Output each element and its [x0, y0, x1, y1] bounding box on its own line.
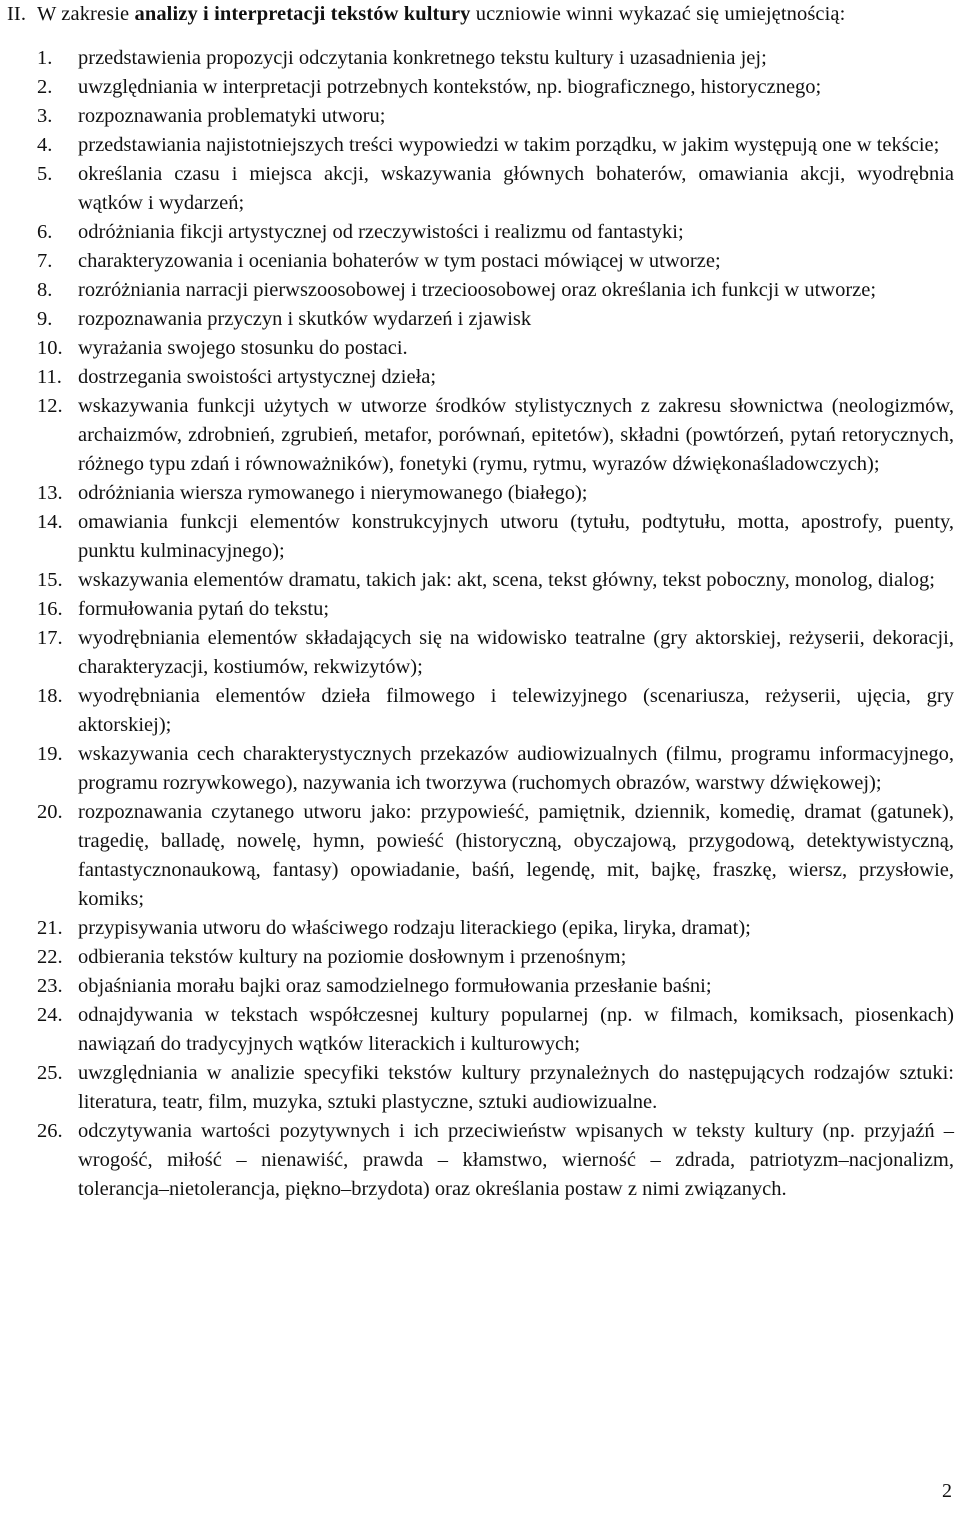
- list-item-text: odbierania tekstów kultury na poziomie dosłownym i przenośnym;: [78, 946, 627, 968]
- list-item-text: wskazywania elementów dramatu, takich jak: akt, scena, tekst główny, tekst poboczny, monolog, dialog;: [78, 569, 935, 591]
- list-item: [7, 914, 954, 943]
- list-item: [7, 972, 954, 1001]
- list-item: [7, 218, 954, 247]
- list-item-number: 8.: [37, 279, 53, 301]
- list-item-number: 7.: [37, 250, 53, 272]
- list-item-number: 18.: [37, 685, 63, 707]
- list-item-text: określania czasu i miejsca akcji, wskazywania głównych bohaterów, omawiania akcji, wyodrębnia wątków i wydarzeń;: [78, 163, 954, 214]
- list-item-text: odnajdywania w tekstach współczesnej kultury popularnej (np. w filmach, komiksach, piosenkach) nawiązań do tradycyjnych wątków literackich i kulturowych;: [78, 1004, 954, 1055]
- list-item-text: wyrażania swojego stosunku do postaci.: [78, 337, 408, 359]
- list-item-text: przedstawiania najistotniejszych treści wypowiedzi w takim porządku, w jakim występują one w tekście;: [78, 134, 940, 156]
- section-outro-text: uczniowie winni wykazać się umiejętnością:: [475, 3, 846, 25]
- list-item: [7, 595, 954, 624]
- list-item: [7, 479, 954, 508]
- list-item: [7, 44, 954, 73]
- list-item-number: 12.: [37, 395, 63, 417]
- list-item-text: przypisywania utworu do właściwego rodzaju literackiego (epika, liryka, dramat);: [78, 917, 751, 939]
- list-item-number: 26.: [37, 1120, 63, 1142]
- list-item-text: rozpoznawania problematyki utworu;: [78, 105, 386, 127]
- list-item-number: 13.: [37, 482, 63, 504]
- list-item-number: 6.: [37, 221, 53, 243]
- criteria-list: [7, 44, 954, 1204]
- page-number: 2: [942, 1480, 952, 1502]
- list-item: [7, 624, 954, 682]
- section-intro-text: W zakresie: [37, 3, 130, 25]
- list-item-text: odróżniania fikcji artystycznej od rzeczywistości i realizmu od fantastyki;: [78, 221, 684, 243]
- list-item-text: wskazywania cech charakterystycznych przekazów audiowizualnych (filmu, programu informacyjnego, programu rozrywkowego), nazywania ich tworzywa (ruchomych obrazów, warstwy dźwiękowej);: [78, 743, 954, 794]
- list-item-text: rozpoznawania czytanego utworu jako: przypowieść, pamiętnik, dziennik, komedię, dramat (gatunek), tragedię, balladę, nowelę, hymn, powieść (historyczną, obyczajową, przygodową, detektywistyczną, fantastycznonaukową, fantasy) opowiadanie, baśń, legendę, mit, bajkę, fraszkę, wiersz, przysłowie, komiks;: [78, 801, 954, 910]
- list-item-number: 16.: [37, 598, 63, 620]
- list-item-number: 11.: [37, 366, 62, 388]
- list-item-number: 22.: [37, 946, 63, 968]
- list-item: [7, 363, 954, 392]
- list-item-text: formułowania pytań do tekstu;: [78, 598, 330, 620]
- section-intro: [37, 3, 845, 25]
- list-item-number: 9.: [37, 308, 53, 330]
- list-item: [7, 102, 954, 131]
- list-item-text: charakteryzowania i oceniania bohaterów w tym postaci mówiącej w utworze;: [78, 250, 721, 272]
- list-item-number: 5.: [37, 163, 53, 185]
- list-item-number: 19.: [37, 743, 63, 765]
- list-item: [7, 73, 954, 102]
- section-heading: [7, 0, 954, 29]
- list-item-number: 23.: [37, 975, 63, 997]
- list-item: [7, 943, 954, 972]
- list-item-number: 4.: [37, 134, 53, 156]
- list-item-number: 2.: [37, 76, 53, 98]
- list-item-text: wskazywania funkcji użytych w utworze środków stylistycznych z zakresu słownictwa (neologizmów, archaizmów, zdrobnień, zgrubień, metafor, porównań, epitetów), składni (powtórzeń, pytań retorycznych, różnego typu zdań i równoważników), fonetyki (rymu, rytmu, wyrazów dźwiękonaśladowczych);: [78, 395, 954, 475]
- list-item-text: objaśniania morału bajki oraz samodzielnego formułowania przesłanie baśni;: [78, 975, 712, 997]
- list-item-text: dostrzegania swoistości artystycznej dzieła;: [78, 366, 437, 388]
- list-item-number: 3.: [37, 105, 53, 127]
- list-item: [7, 508, 954, 566]
- list-item: [7, 305, 954, 334]
- list-item: [7, 392, 954, 479]
- list-item: [7, 1117, 954, 1204]
- list-item-number: 20.: [37, 801, 63, 823]
- list-item: [7, 798, 954, 914]
- list-item-number: 24.: [37, 1004, 63, 1026]
- list-item-number: 1.: [37, 47, 53, 69]
- list-item-number: 25.: [37, 1062, 63, 1084]
- list-item-number: 14.: [37, 511, 63, 533]
- list-item: [7, 247, 954, 276]
- list-item-text: uwzględniania w interpretacji potrzebnych kontekstów, np. biograficznego, historycznego;: [78, 76, 822, 98]
- list-item-text: rozróżniania narracji pierwszoosobowej i trzecioosobowej oraz określania ich funkcji w utworze;: [78, 279, 877, 301]
- list-item: [7, 566, 954, 595]
- list-item: [7, 276, 954, 305]
- list-item: [7, 131, 954, 160]
- list-item-number: 21.: [37, 917, 63, 939]
- section-bold-phrase: analizy i interpretacji tekstów kultury: [134, 3, 471, 25]
- list-item-text: omawiania funkcji elementów konstrukcyjnych utworu (tytułu, podtytułu, motta, apostrofy, puenty, punktu kulminacyjnego);: [78, 511, 954, 562]
- list-item-text: wyodrębniania elementów składających się na widowisko teatralne (gry aktorskiej, reżyserii, dekoracji, charakteryzacji, kostiumów, rekwizytów);: [78, 627, 954, 678]
- list-item-text: rozpoznawania przyczyn i skutków wydarzeń i zjawisk: [78, 308, 532, 330]
- list-item: [7, 682, 954, 740]
- list-item-text: odróżniania wiersza rymowanego i nierymowanego (białego);: [78, 482, 588, 504]
- list-item: [7, 740, 954, 798]
- list-item: [7, 334, 954, 363]
- list-item-text: wyodrębniania elementów dzieła filmowego i telewizyjnego (scenariusza, reżyserii, ujęcia, gry aktorskiej);: [78, 685, 954, 736]
- section-number: II.: [7, 3, 27, 25]
- list-item-number: 15.: [37, 569, 63, 591]
- list-item: [7, 160, 954, 218]
- list-item: [7, 1059, 954, 1117]
- list-item-number: 10.: [37, 337, 63, 359]
- list-item-text: odczytywania wartości pozytywnych i ich przeciwieństw wpisanych w teksty kultury (np. przyjaźń – wrogość, miłość – nienawiść, prawda – kłamstwo, wierność – zdrada, patriotyzm–nacjonalizm, tolerancja–nietolerancja, piękno–brzydota) oraz określania postaw z nimi związanych.: [78, 1120, 954, 1200]
- list-item: [7, 1001, 954, 1059]
- list-item-text: przedstawienia propozycji odczytania konkretnego tekstu kultury i uzasadnienia jej;: [78, 47, 767, 69]
- list-item-number: 17.: [37, 627, 63, 649]
- list-item-text: uwzględniania w analizie specyfiki tekstów kultury przynależnych do następujących rodzajów sztuki: literatura, teatr, film, muzyka, sztuki plastyczne, sztuki audiowizualne.: [78, 1062, 954, 1113]
